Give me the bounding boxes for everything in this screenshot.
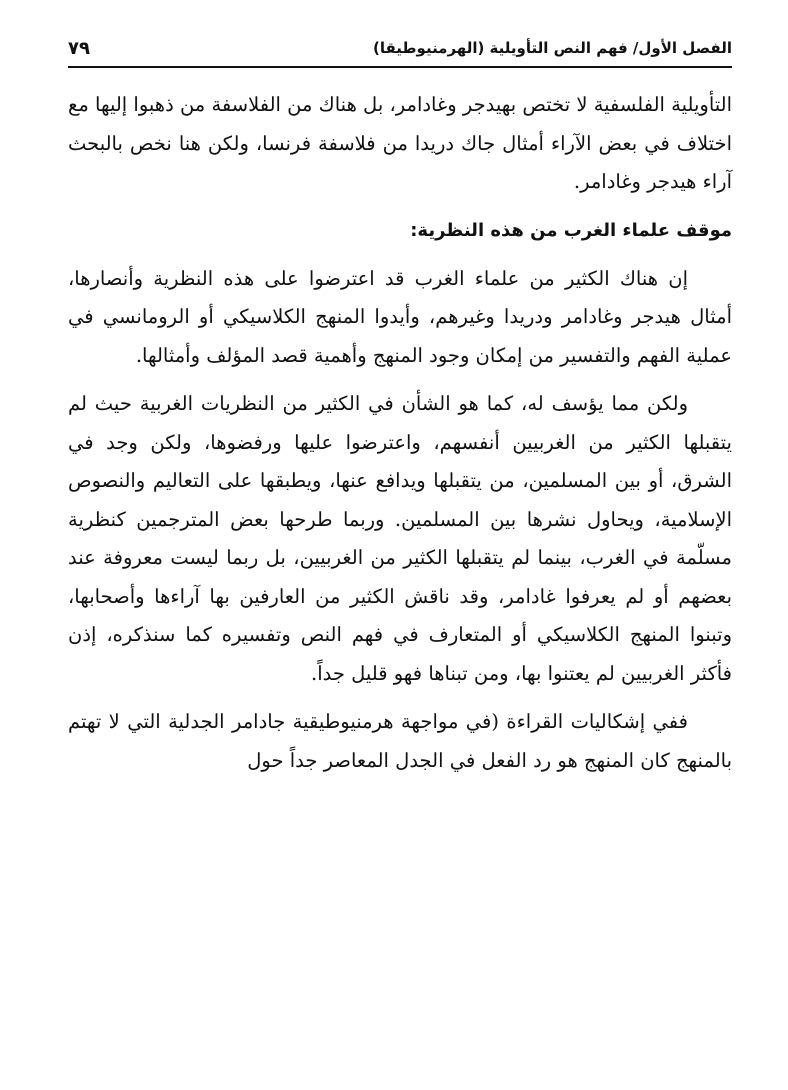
running-header	[68, 30, 732, 68]
paragraph-4: ففي إشكاليات القراءة (في مواجهة هرمنيوطيقية جادامر الجدلية التي لا تهتم بالمنهج كان المنهج هو رد الفعل في الجدل المعاصر جداً حول	[68, 710, 732, 772]
paragraph-3: ولكن مما يؤسف له، كما هو الشأن في الكثير من النظريات الغربية حيث لم يتقبلها الكثير من الغربيين أنفسهم، واعترضوا عليها ورفضوها، ولكن وجد في الشرق، أو بين المسلمين، من يتقبلها ويدافع عنها، ويطبقها على التعاليم والنصوص الإسلامية، ويحاول نشرها بين المسلمين. وربما طرحها بعض المترجمين كنظرية مسلّمة في الغرب، بينما لم يتقبلها الكثير من الغربيين، بل ربما ليست معروفة عند بعضهم أو لم يعرفوا غادامر، وقد ناقش الكثير من العارفين بها آراءها وأصحابها، وتبنوا المنهج الكلاسيكي أو المتعارف في فهم النص وتفسيره كما سنذكره، إذن فأكثر الغربيين لم يعتنوا بها، ومن تبناها فهو قليل جداً.	[68, 392, 732, 685]
page-body	[68, 86, 732, 780]
section-heading: موقف علماء الغرب من هذه النظرية:	[410, 219, 732, 241]
paragraph-1: التأويلية الفلسفية لا تختص بهيدجر وغادامر، بل هناك من الفلاسفة من ذهبوا إليها مع اختلاف في بعض الآراء أمثال جاك دريدا من فلاسفة فرنسا، ولكن هنا نخص بالبحث آراء هيدجر وغادامر.	[68, 93, 732, 193]
paragraph-2: إن هناك الكثير من علماء الغرب قد اعترضوا على هذه النظرية وأنصارها، أمثال هيدجر وغادامر ودريدا وغيرهم، وأيدوا المنهج الكلاسيكي أو الرومانسي في عملية الفهم والتفسير من إمكان وجود المنهج وأهمية قصد المؤلف وأمثالها.	[68, 266, 732, 367]
page-number: ٧٩	[68, 37, 90, 59]
chapter-title: الفصل الأول/ فهم النص التأويلية (الهرمنيوطيقا)	[373, 39, 732, 57]
